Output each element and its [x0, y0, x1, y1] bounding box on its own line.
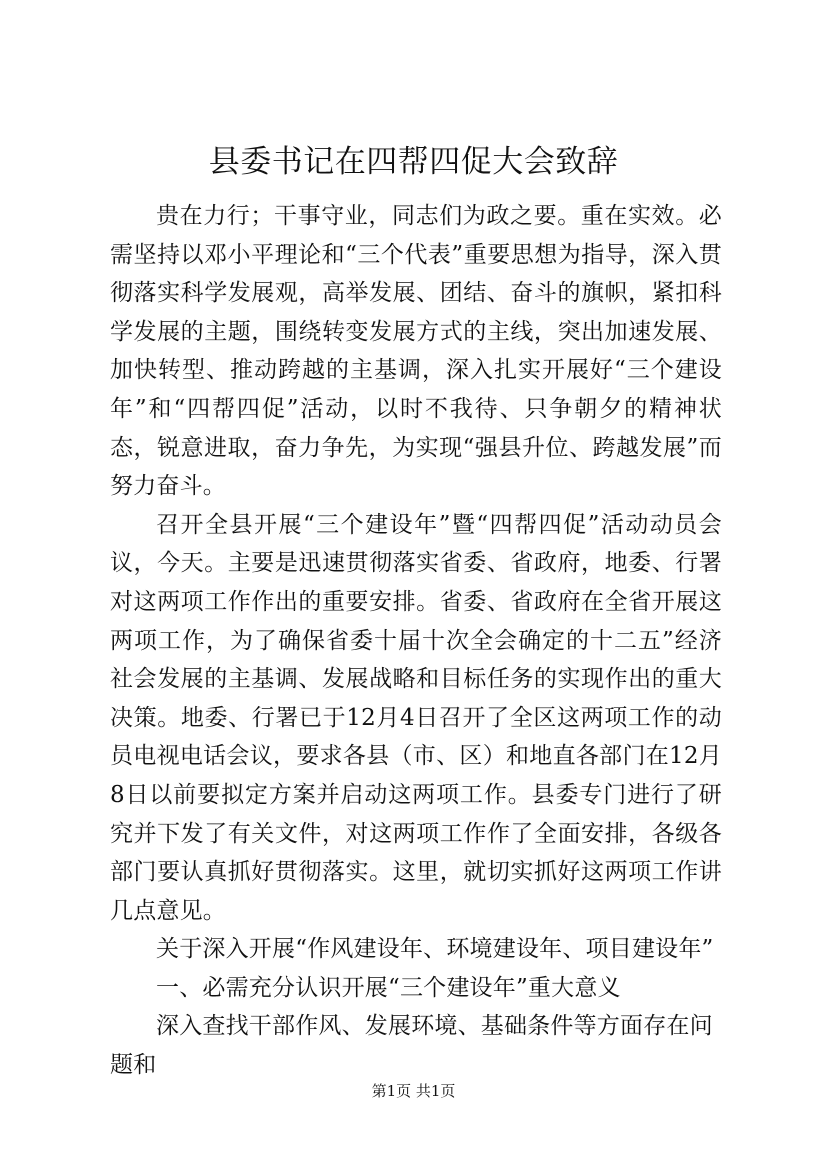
page-footer: 第1页 共1页 — [371, 1082, 456, 1100]
paragraph-3: 关于深入开展“作风建设年、环境建设年、项目建设年” — [156, 936, 714, 963]
paragraph-1: 贵在力行；干事守业，同志们为政之要。重在实效。必需坚持以邓小平理论和“三个代表”重要思想为指导，深入贯彻落实科学发展观，高举发展、团结、奋斗的旗帜，紧扣科学发展的主题，围绕转变发展方式的主线，突出加速发展、加快转型、推动跨越的主基调，深入扎实开展好“三个建设年”和“四帮四促”活动，以时不我待、只争朝夕的精神状态，锐意进取，奋力争先，为实现“强县升位、跨越发展”而努力奋斗。 — [110, 203, 722, 500]
paragraph-2: 召开全县开展“三个建设年”暨“四帮四促”活动动员会议，今天。主要是迅速贯彻落实省委、省政府，地委、行署对这两项工作作出的重要安排。省委、省政府在全省开展这两项工作，为了确保省委十届十次全会确定的十二五”经济社会发展的主基调、发展战略和目标任务的实现作出的重大决策。地委、行署已于12月4日召开了全区这两项工作的动员电视电话会议，要求各县（市、区）和地直各部门在12月8日以前要拟定方案并启动这两项工作。县委专门进行了研究并下发了有关文件，对这两项工作作了全面安排，各级各部门要认真抓好贯彻落实。这里，就切实抓好这两项工作讲几点意见。 — [110, 511, 722, 924]
document-body — [110, 197, 722, 1085]
document-title: 县委书记在四帮四促大会致辞 — [208, 144, 619, 180]
paragraph-4: 深入查找干部作风、发展环境、基础条件等方面存在问题和 — [110, 1013, 713, 1079]
section-heading-1: 一、必需充分认识开展“三个建设年”重大意义 — [156, 974, 621, 1001]
